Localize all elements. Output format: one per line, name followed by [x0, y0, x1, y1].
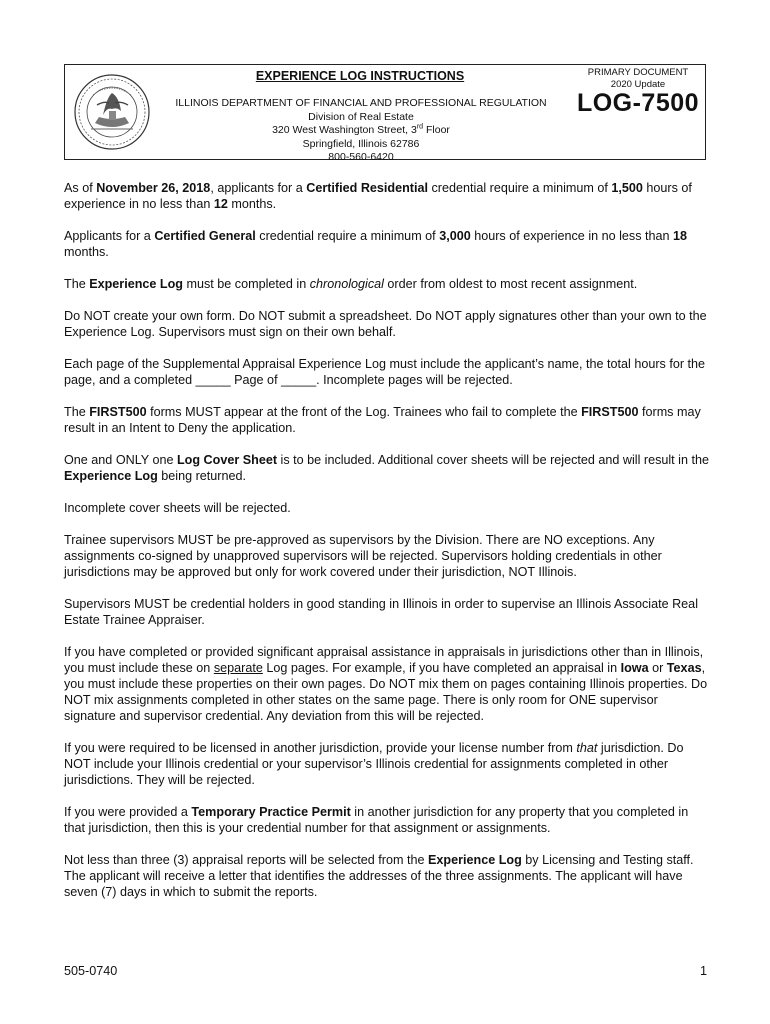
text: months. [64, 245, 109, 259]
paragraph-no-own-form: Do NOT create your own form. Do NOT submit a spreadsheet. Do NOT apply signatures other than your own to the Experience Log. Supervisors must sign on their own behalf. [64, 309, 707, 339]
hours-required: 3,000 [439, 229, 471, 243]
credential-name: Certified Residential [306, 181, 429, 195]
text: jurisdiction. Do NOT include your Illinois credential or your supervisor’s Illinois credential for assignments completed in other jurisdictions. They will be rejected. [64, 741, 684, 787]
emphasis: chronological [309, 277, 384, 291]
emphasis: separate [213, 661, 263, 675]
paragraph-page-requirements: Each page of the Supplemental Appraisal Experience Log must include the applicant’s name, the total hours for the page, and a completed _____ Page of _____. Incomplete pages will be rejected. [64, 357, 706, 387]
text: or [648, 661, 667, 675]
text: by Licensing and Testing staff. The applicant will receive a letter that identifies the addresses of the three assignments. The applicant will have seven (7) days in which to submit the reports. [64, 853, 694, 899]
primary-document-label [573, 67, 703, 91]
months-required: 12 [213, 197, 228, 211]
paragraph-license-number [64, 740, 710, 788]
text: Applicants for a [64, 229, 155, 243]
page-number: 1 [699, 964, 707, 978]
state-seal-icon [73, 71, 151, 153]
text: must be completed in [183, 277, 310, 291]
paragraph-temporary-permit [64, 804, 710, 836]
hours-required: 1,500 [611, 181, 643, 195]
emphasis: FIRST500 [581, 405, 639, 419]
text: As of [64, 181, 97, 195]
document-title: EXPERIENCE LOG INSTRUCTIONS [255, 69, 465, 83]
text: Not less than three (3) appraisal reports will be selected from the [64, 853, 428, 867]
paragraph-incomplete-cover: Incomplete cover sheets will be rejected. [64, 501, 291, 515]
emphasis: that [576, 741, 598, 755]
paragraph-credential-general [64, 228, 710, 260]
text: , you must include these properties on their own pages. Do NOT mix them on pages containing Illinois properties. Do NOT mix assignments completed in other states on the same page. There is only room for ONE supervisor signature and supervisor credential. Any deviation from this will be rejected. [64, 661, 708, 723]
text: credential require a minimum of [255, 229, 440, 243]
months-required: 18 [673, 229, 688, 243]
text: The [64, 277, 90, 291]
paragraph-first500 [64, 404, 710, 436]
text: If you were provided a [64, 805, 192, 819]
header-box [64, 64, 706, 163]
address-floor: Floor [423, 124, 450, 136]
credential-name: Certified General [154, 229, 256, 243]
paragraph-other-jurisdictions [64, 644, 710, 724]
text: forms MUST appear at the front of the Log. Trainees who fail to complete the [146, 405, 582, 419]
text: One and ONLY one [64, 453, 177, 467]
text: order from oldest to most recent assignment. [383, 277, 638, 291]
emphasis: Experience Log [64, 469, 158, 483]
text: If you have completed or provided significant appraisal assistance in appraisals in jurisdictions other than in Illinois, you must include these on [64, 645, 704, 675]
division-name: Division of Real Estate [308, 110, 414, 123]
effective-date: November 26, 2018 [96, 181, 211, 195]
primary-document-text: PRIMARY DOCUMENT [587, 67, 689, 78]
text: credential require a minimum of [428, 181, 612, 195]
emphasis: Experience Log [89, 277, 183, 291]
text: is to be included. Additional cover sheets will be rejected and will result in the [277, 453, 709, 467]
paragraph-credential-residential [64, 180, 710, 212]
text: If you were required to be licensed in another jurisdiction, provide your license number from [64, 741, 577, 755]
paragraph-report-selection [64, 852, 710, 900]
emphasis: Iowa [620, 661, 649, 675]
agency-block [161, 97, 561, 165]
text: hours of experience in no less than [64, 181, 692, 211]
text: forms may result in an Intent to Deny the application. [64, 405, 701, 435]
emphasis: Log Cover Sheet [176, 453, 278, 467]
form-number: 505-0740 [64, 964, 118, 978]
phone-number: 800-560-6420 [328, 151, 394, 163]
emphasis: FIRST500 [89, 405, 147, 419]
address-line: 320 West Washington Street, 3 [272, 124, 417, 136]
city-state-zip: Springfield, Illinois 62786 [302, 137, 420, 150]
text: , applicants for a [210, 181, 307, 195]
text: The [64, 405, 90, 419]
text: hours of experience in no less than [470, 229, 674, 243]
instructions-body [64, 180, 710, 916]
paragraph-chronological [64, 276, 710, 292]
address-ordinal: rd [416, 123, 424, 131]
form-id: LOG-7500 [576, 89, 700, 117]
text: months. [227, 197, 277, 211]
paragraph-cover-sheet [64, 452, 710, 484]
department-name: ILLINOIS DEPARTMENT OF FINANCIAL AND PROFESSIONAL REGULATION [175, 97, 547, 109]
text: Log pages. For example, if you have completed an appraisal in [262, 661, 621, 675]
text: being returned. [157, 469, 247, 483]
emphasis: Temporary Practice Permit [191, 805, 351, 819]
street-address [161, 124, 561, 138]
emphasis: Experience Log [428, 853, 522, 867]
paragraph-supervisor-approval: Trainee supervisors MUST be pre-approved as supervisors by the Division. There are NO exceptions. Any assignments co-signed by unapproved supervisors will be rejected. Supervisors holding credentials in other jurisdictions may be approved but only for work covered under their jurisdiction, NOT Illinois. [64, 533, 662, 579]
paragraph-supervisor-standing: Supervisors MUST be credential holders in good standing in Illinois in order to supervise an Illinois Associate Real Estate Trainee Appraiser. [64, 597, 698, 627]
update-year: 2020 Update [610, 79, 666, 90]
emphasis: Texas [666, 661, 702, 675]
text: in another jurisdiction for any property that you completed in that jurisdiction, then this is your credential number for that assignment or assignments. [64, 805, 689, 835]
